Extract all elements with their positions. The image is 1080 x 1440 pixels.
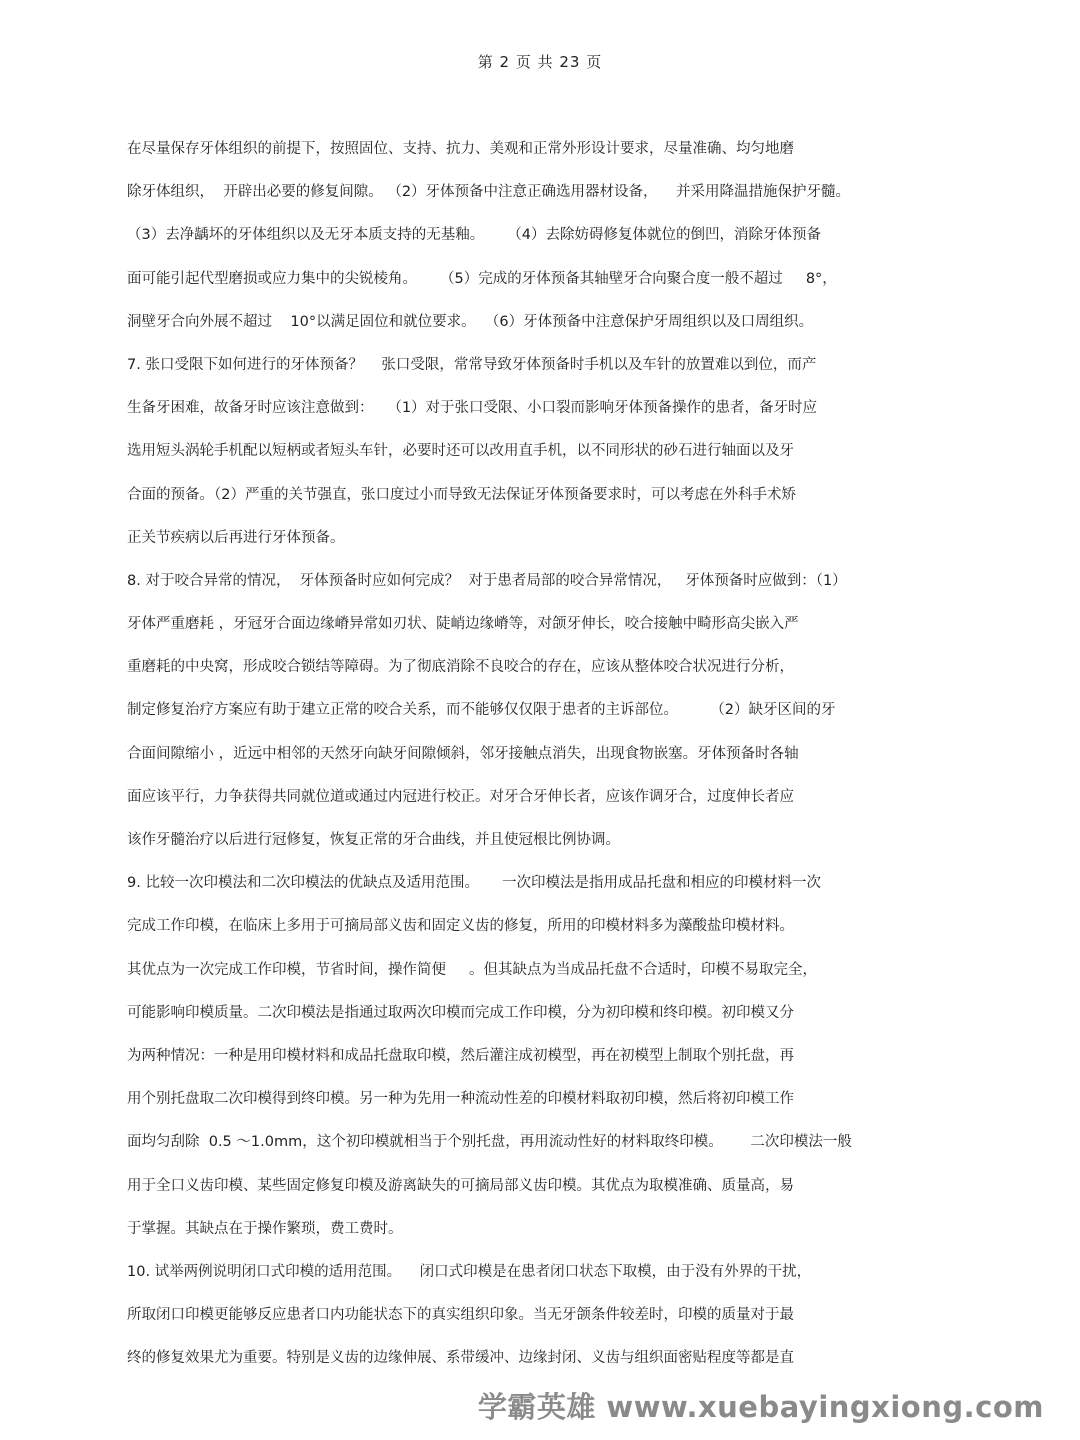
text-line: 于掌握。其缺点在于操作繁琐，费工费时。 — [127, 1220, 403, 1237]
document-body — [127, 139, 967, 1391]
text-line: 合面间隙缩小 ，近远中相邻的天然牙向缺牙间隙倾斜，邻牙接触点消失，出现食物嵌塞。牙体预备时各轴 — [127, 745, 799, 762]
question-8-line: 8. 对于咬合异常的情况， 牙体预备时应如何完成？ 对于患者局部的咬合异常情况， 牙体预备时应做到：（1） — [127, 572, 847, 589]
text-line: 重磨耗的中央窝，形成咬合锁结等障碍。为了彻底消除不良咬合的存在，应该从整体咬合状况进行分析， — [127, 659, 794, 676]
text-line: 用于全口义齿印模、某些固定修复印模及游离缺失的可摘局部义齿印模。其优点为取模准确、质量高，易 — [127, 1177, 794, 1194]
text-line: 面可能引起代型磨损或应力集中的尖锐棱角。 （5）完成的牙体预备其轴壁牙合向聚合度一般不超过 8°， — [127, 270, 837, 287]
text-line: 终的修复效果尤为重要。特别是义齿的边缘伸展、系带缓冲、边缘封闭、义齿与组织面密贴程度等都是直 — [127, 1350, 794, 1367]
text-line: 选用短头涡轮手机配以短柄或者短头车针，必要时还可以改用直手机，以不同形状的砂石进行轴面以及牙 — [127, 443, 794, 460]
question-7-line: 7. 张口受限下如何进行的牙体预备？ 张口受限，常常导致牙体预备时手机以及车针的放置难以到位，而产 — [127, 356, 817, 373]
question-9-line: 9. 比较一次印模法和二次印模法的优缺点及适用范围。 一次印模法是指用成品托盘和相应的印模材料一次 — [127, 875, 821, 892]
text-line: 正关节疾病以后再进行牙体预备。 — [127, 529, 345, 546]
text-line: 可能影响印模质量。二次印模法是指通过取两次印模而完成工作印模，分为初印模和终印模。初印模又分 — [127, 1004, 794, 1021]
text-line: 所取闭口印模更能够反应患者口内功能状态下的真实组织印象。当无牙颌条件较差时，印模的质量对于最 — [127, 1307, 794, 1324]
page-header: 第 2 页 共 23 页 — [477, 53, 603, 71]
text-line: 合面的预备。（2）严重的关节强直，张口度过小而导致无法保证牙体预备要求时，可以考虑在外科手术矫 — [127, 486, 796, 503]
text-line: 在尽量保存牙体组织的前提下，按照固位、支持、抗力、美观和正常外形设计要求，尽量准确、均匀地磨 — [127, 141, 794, 157]
text-line: （3）去净龋坏的牙体组织以及无牙本质支持的无基釉。 （4）去除妨碍修复体就位的倒凹，消除牙体预备 — [127, 227, 821, 244]
text-line: 完成工作印模，在临床上多用于可摘局部义齿和固定义齿的修复，所用的印模材料多为藻酸盐印模材料。 — [127, 918, 794, 935]
text-line: 面应该平行，力争获得共同就位道或通过内冠进行校正。对牙合牙伸长者，应该作调牙合，过度伸长者应 — [127, 788, 794, 805]
text-line: 制定修复治疗方案应有助于建立正常的咬合关系，而不能够仅仅限于患者的主诉部位。 （2）缺牙区间的牙 — [127, 702, 836, 719]
text-line: 其优点为一次完成工作印模，节省时间，操作简便 。但其缺点为当成品托盘不合适时，印模不易取完全， — [127, 961, 818, 978]
text-line: 洞壁牙合向外展不超过 10°以满足固位和就位要求。 （6）牙体预备中注意保护牙周组织以及口周组织。 — [127, 313, 814, 330]
text-line: 除牙体组织， 开辟出必要的修复间隙。 （2）牙体预备中注意正确选用器材设备， 并采用降温措施保护牙髓。 — [127, 184, 850, 201]
question-10-line: 10. 试举两例说明闭口式印模的适用范围。 闭口式印模是在患者闭口状态下取模，由于没有外界的干扰， — [127, 1263, 812, 1280]
watermark: 学霸英雄 www.xuebayingxiong.com — [477, 1390, 1044, 1424]
text-line: 用个别托盘取二次印模得到终印模。另一种为先用一种流动性差的印模材料取初印模，然后将初印模工作 — [127, 1091, 794, 1108]
text-line: 面均匀刮除 0.5 ～1.0mm，这个初印模就相当于个别托盘，再用流动性好的材料取终印模。 二次印模法一般 — [127, 1134, 852, 1151]
text-line: 该作牙髓治疗以后进行冠修复，恢复正常的牙合曲线，并且使冠根比例协调。 — [127, 832, 620, 848]
text-line: 为两种情况：一种是用印模材料和成品托盘取印模，然后灌注成初模型，再在初模型上制取个别托盘，再 — [127, 1047, 794, 1064]
text-line: 生备牙困难，故备牙时应该注意做到： （1）对于张口受限、小口裂而影响牙体预备操作的患者，备牙时应 — [127, 400, 818, 417]
text-line: 牙体严重磨耗 ，牙冠牙合面边缘嵴异常如刃状、陡峭边缘嵴等，对颌牙伸长，咬合接触中畸形高尖嵌入严 — [127, 616, 799, 633]
